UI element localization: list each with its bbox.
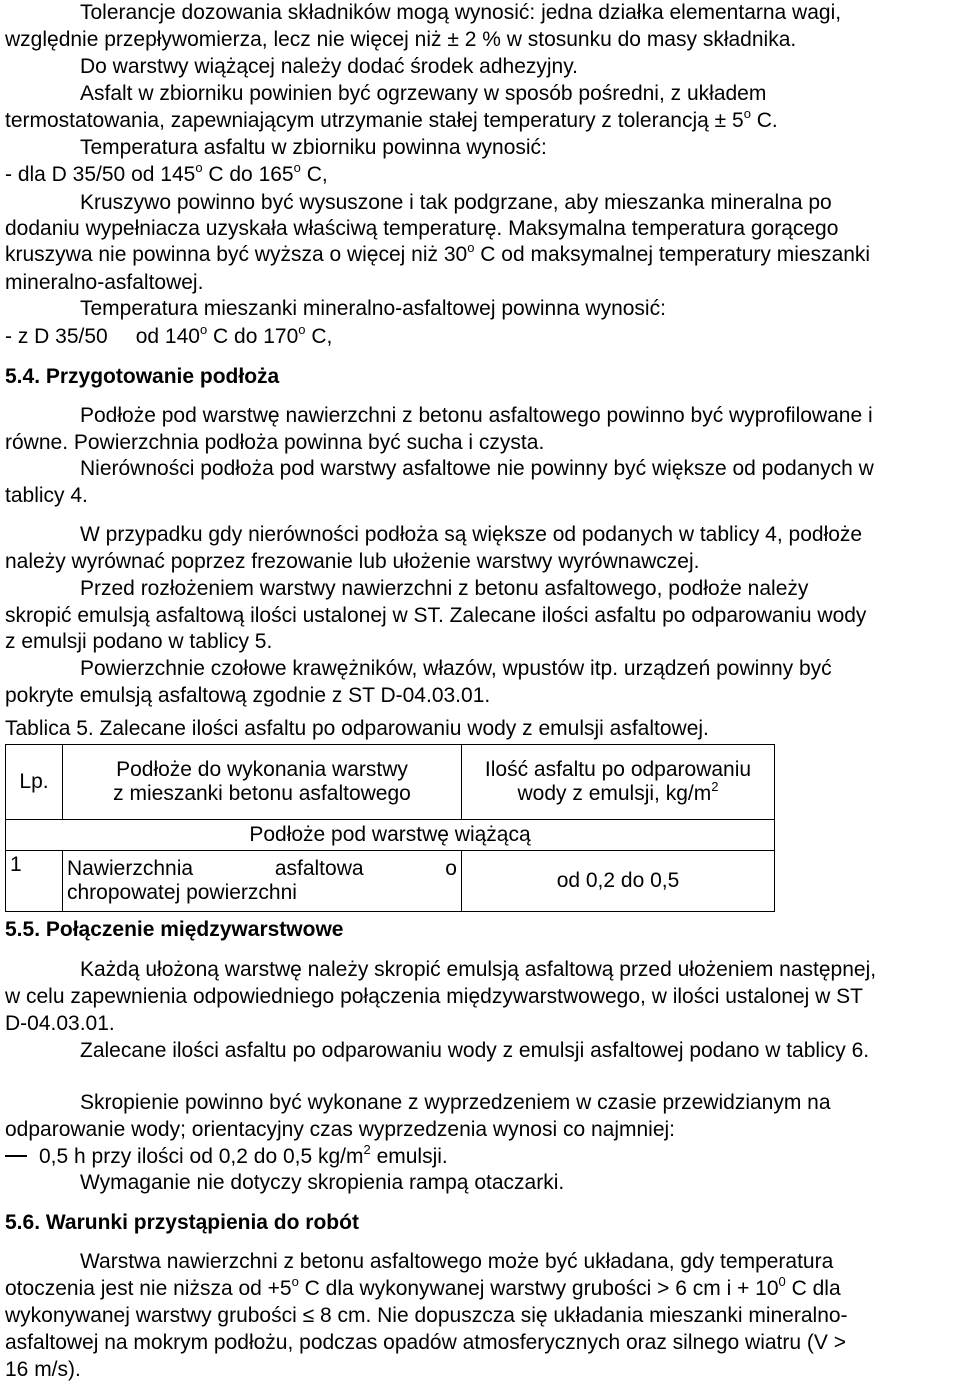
- text-line: 16 m/s).: [5, 1358, 81, 1381]
- header-lp: Lp.: [6, 745, 63, 820]
- bullet-line: 0,5 h przy ilości od 0,2 do 0,5 $kg/m^2$ emulsji.: [5, 1144, 448, 1170]
- header-description: Podłoże do wykonania warstwy z mieszanki betonu asfaltowego: [63, 745, 462, 820]
- table-5: [5, 744, 775, 912]
- table-section-row: [6, 820, 775, 851]
- section-heading: 5.4. Przygotowanie podłoża: [5, 365, 280, 388]
- superscript: o: [199, 322, 208, 337]
- text-line: Temperatura mieszanki mineralno-asfaltowej powinna wynosić:: [80, 297, 666, 320]
- text-line: Wymaganie nie dotyczy skropienia rampą otaczarki.: [80, 1171, 565, 1194]
- text-line: Tolerancje dozowania składników mogą wynosić: jedna działka elementarna wagi,: [80, 1, 842, 24]
- superscript: o: [195, 160, 203, 175]
- text-line: D-04.03.01.: [5, 1012, 115, 1035]
- text-line: wykonywanej warstwy grubości ≤ 8 cm. Nie dopuszcza się układania mieszanki mineralno-: [5, 1304, 848, 1327]
- text-line: asfaltowej na mokrym podłożu, podczas opadów atmosferycznych oraz silnego wiatru (V >: [5, 1331, 846, 1354]
- text-line: Każdą ułożoną warstwę należy skropić emulsją asfaltową przed ułożeniem następnej,: [80, 958, 877, 981]
- superscript: 2: [711, 779, 719, 794]
- row-quantity: od 0,2 do 0,5: [462, 851, 775, 912]
- superscript: o: [291, 1274, 299, 1289]
- text-line: równe. Powierzchnia podłoża powinna być sucha i czysta.: [5, 431, 545, 454]
- row-number: 1: [6, 851, 63, 912]
- text-line: Temperatura asfaltu w zbiorniku powinna wynosić:: [80, 136, 547, 159]
- text-line: W przypadku gdy nierówności podłoża są większe od podanych w tablicy 4, podłoże: [80, 523, 863, 546]
- superscript: 0: [778, 1274, 786, 1289]
- table-caption: Tablica 5. Zalecane ilości asfaltu po odparowaniu wody z emulsji asfaltowej.: [5, 717, 709, 740]
- text-line: otoczenia jest nie niższa od $+5^o$ C dla wykonywanej warstwy grubości > 6 cm $i + 10^0$ C dla: [5, 1274, 841, 1300]
- text-line: Do warstwy wiążącej należy dodać środek adhezyjny.: [80, 55, 579, 78]
- text-line: Skropienie powinno być wykonane z wyprzedzeniem w czasie przewidzianym na: [80, 1091, 831, 1114]
- superscript: o: [467, 240, 475, 255]
- text-line: skropić emulsją asfaltową ilości ustalonej w ST. Zalecane ilości asfaltu po odparowaniu wody: [5, 604, 867, 627]
- superscript: o: [298, 322, 306, 337]
- text-line: Przed rozłożeniem warstwy nawierzchni z betonu asfaltowego, podłoże należy: [80, 577, 809, 600]
- row-description: Nawierzchnia asfaltowa o chropowatej powierzchni: [63, 851, 462, 912]
- text-line: termostatowania, zapewniającym utrzymanie stałej temperatury z tolerancją ± $5^o$ C.: [5, 106, 778, 132]
- text-line: - dla D 35/50 od 145$^o$ C do 165$^o$ C,: [5, 160, 328, 186]
- table-row: [6, 851, 775, 912]
- text-line: Nierówności podłoża pod warstwy asfaltowe nie powinny być większe od podanych w: [80, 457, 874, 480]
- text-line: dodaniu wypełniacza uzyskała właściwą temperaturę. Maksymalna temperatura gorącego: [5, 217, 839, 240]
- text-line: w celu zapewnienia odpowiedniego połączenia międzywarstwowego, w ilości ustalonej w ST: [5, 985, 863, 1008]
- section-heading: 5.6. Warunki przystąpienia do robót: [5, 1211, 359, 1234]
- text-line: Kruszywo powinno być wysuszone i tak podgrzane, aby mieszanka mineralna po: [80, 191, 832, 214]
- text-line: pokryte emulsją asfaltową zgodnie z ST D-04.03.01.: [5, 684, 491, 707]
- text-line: Zalecane ilości asfaltu po odparowaniu wody z emulsji asfaltowej podano w tablicy 6.: [80, 1039, 870, 1062]
- text-line: Warstwa nawierzchni z betonu asfaltowego może być układana, gdy temperatura: [80, 1250, 834, 1273]
- table-header-row: [6, 745, 775, 820]
- text-line: względnie przepływomierza, lecz nie więcej niż ± 2 % w stosunku do masy składnika.: [5, 28, 797, 51]
- text-line: Asfalt w zbiorniku powinien być ogrzewany w sposób pośredni, z układem: [80, 82, 767, 105]
- text-line: Podłoże pod warstwę nawierzchni z betonu asfaltowego powinno być wyprofilowane i: [80, 404, 873, 427]
- text-line: tablicy 4.: [5, 484, 88, 507]
- header-quantity: Ilość asfaltu po odparowaniu wody z emulsji, $kg/m^2$: [462, 745, 775, 820]
- text-line: odparowanie wody; orientacyjny czas wyprzedzenia wynosi co najmniej:: [5, 1118, 676, 1141]
- text-line: mineralno-asfaltowej.: [5, 271, 204, 294]
- superscript: 2: [363, 1142, 371, 1157]
- dash-bullet: [5, 1155, 27, 1157]
- text-line: Powierzchnie czołowe krawężników, włazów, wpustów itp. urządzeń powinny być: [80, 657, 832, 680]
- text-line: kruszywa nie powinna być wyższa o więcej niż 30$^o$ C od maksymalnej temperatury mieszanki: [5, 240, 871, 266]
- text-line: należy wyrównać poprzez frezowanie lub ułożenie warstwy wyrównawczej.: [5, 550, 700, 573]
- text-line: z emulsji podano w tablicy 5.: [5, 630, 273, 653]
- text-line: - z D 35/50 od 140$^o$ C do 170$^o$ C,: [5, 322, 333, 348]
- superscript: o: [743, 106, 751, 121]
- section-heading: 5.5. Połączenie międzywarstwowe: [5, 918, 344, 941]
- superscript: o: [293, 160, 301, 175]
- section-label: Podłoże pod warstwę wiążącą: [6, 820, 775, 851]
